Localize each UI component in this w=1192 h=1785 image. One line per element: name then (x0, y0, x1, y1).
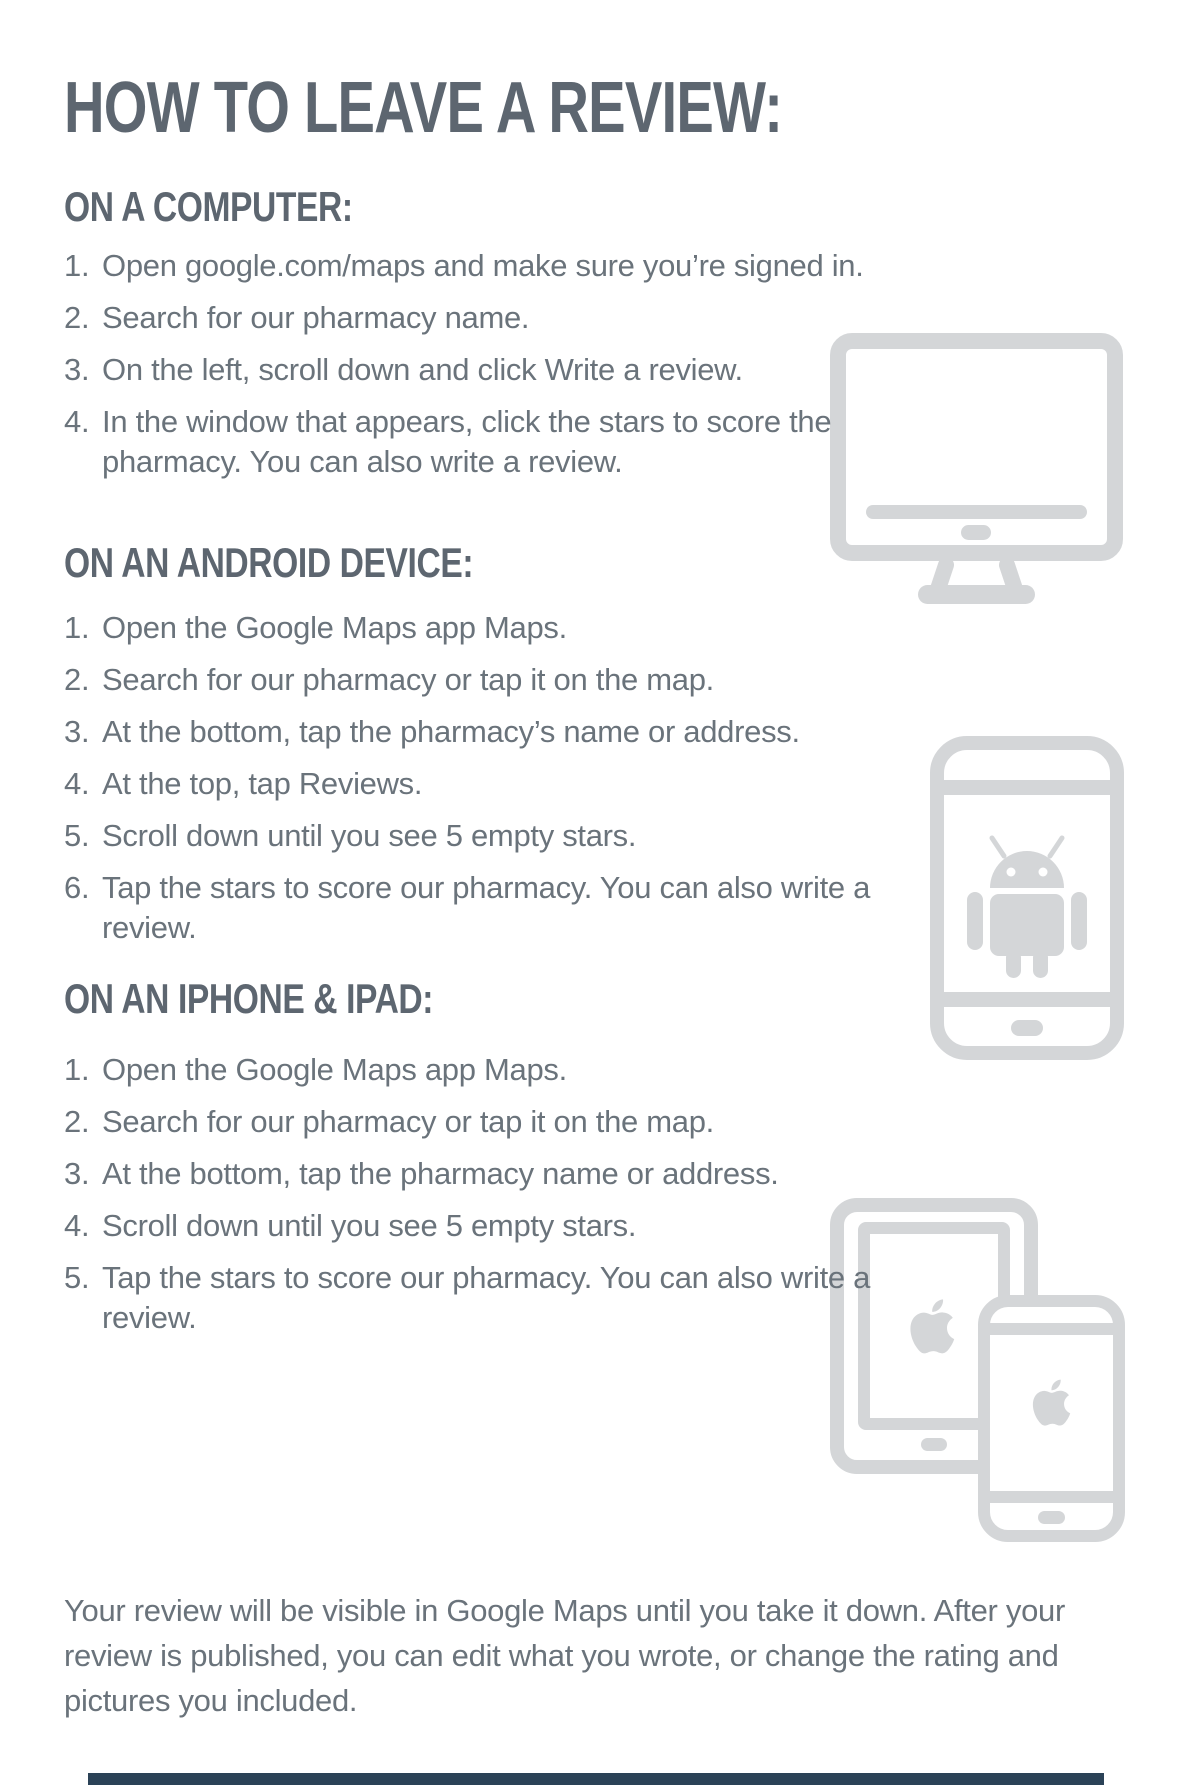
steps-computer (64, 246, 944, 494)
step-item: Search for our pharmacy name. (102, 300, 530, 335)
step-item: At the bottom, tap the pharmacy’s name or address. (102, 714, 800, 749)
step-item: Open the Google Maps app Maps. (102, 1052, 567, 1087)
steps-android (64, 608, 914, 960)
step-item: Open google.com/maps and make sure you’re signed in. (102, 248, 864, 283)
step-item: Tap the stars to score our pharmacy. You can also write a review. (102, 1260, 871, 1335)
page-title: HOW TO LEAVE A REVIEW: (64, 68, 783, 148)
step-item: Scroll down until you see 5 empty stars. (102, 1208, 637, 1243)
step-item: Search for our pharmacy or tap it on the map. (102, 662, 714, 697)
android-phone-icon (930, 736, 1124, 1065)
step-item: In the window that appears, click the stars to score the pharmacy. You can also write a review. (102, 404, 832, 479)
section-heading-android: ON AN ANDROID DEVICE: (64, 539, 474, 586)
footer-note: Your review will be visible in Google Maps until you take it down. After your review is published, you can edit what you wrote, or change the rating and pictures you included. (64, 1593, 1065, 1718)
iphone-icon (978, 1295, 1125, 1547)
step-item: On the left, scroll down and click Write a review. (102, 352, 743, 387)
step-item: Scroll down until you see 5 empty stars. (102, 818, 637, 853)
step-item: At the top, tap Reviews. (102, 766, 423, 801)
steps-iphone-ipad (64, 1050, 914, 1350)
section-heading-iphone-ipad: ON AN IPHONE & IPAD: (64, 975, 434, 1022)
step-item: Search for our pharmacy or tap it on the map. (102, 1104, 714, 1139)
step-item: At the bottom, tap the pharmacy name or address. (102, 1156, 779, 1191)
section-heading-computer: ON A COMPUTER: (64, 183, 353, 230)
step-item: Tap the stars to score our pharmacy. You can also write a review. (102, 870, 871, 945)
bottom-accent-bar (88, 1773, 1104, 1785)
step-item: Open the Google Maps app Maps. (102, 610, 567, 645)
